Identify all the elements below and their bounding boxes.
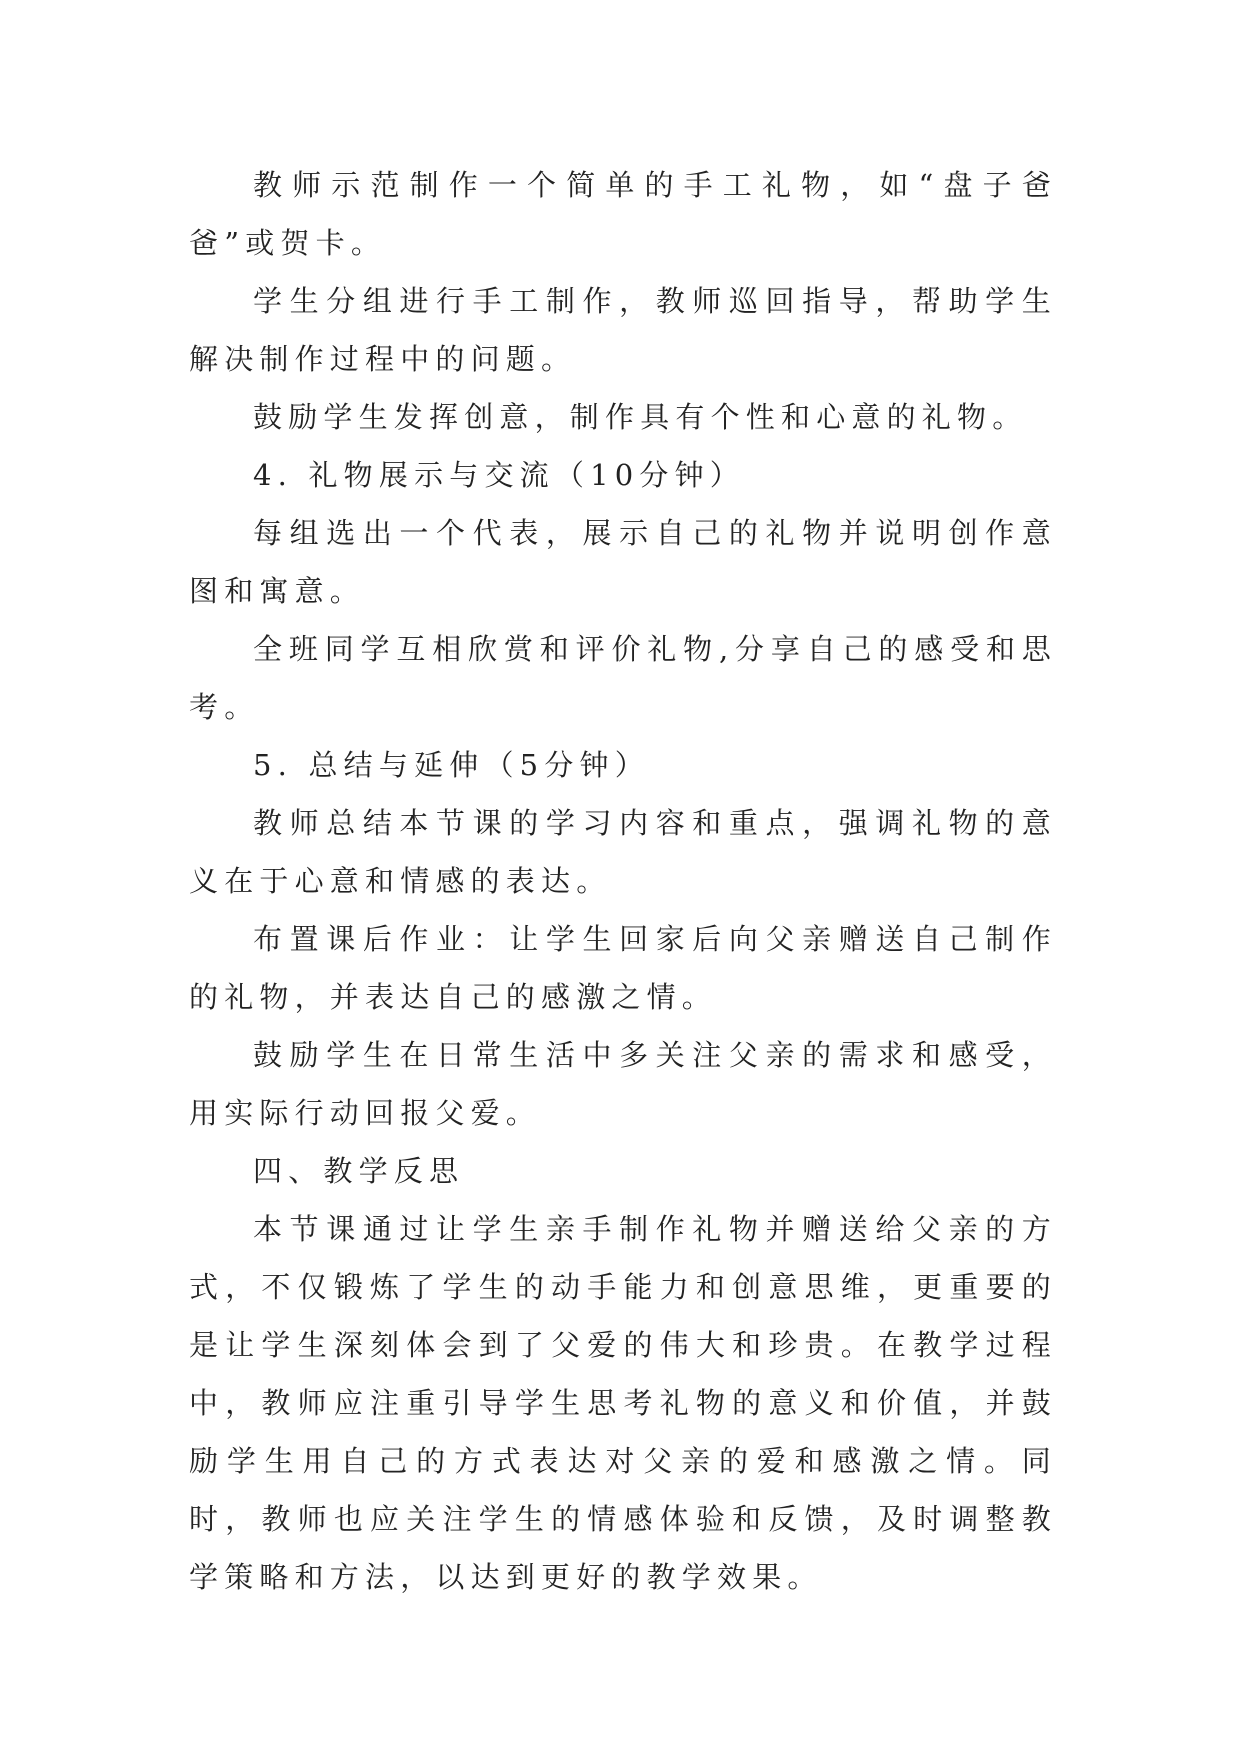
- section-heading-summary: 5. 总结与延伸（5分钟）: [253, 748, 650, 782]
- paragraph-teacher-summary: 教师总结本节课的学习内容和重点，强调礼物的意义在于心意和情感的表达。: [189, 806, 1057, 898]
- paragraph-encourage-creativity: 鼓励学生发挥创意，制作具有个性和心意的礼物。: [253, 400, 1028, 434]
- paragraph-class-appreciation: 全班同学互相欣赏和评价礼物,分享自己的感受和思考。: [189, 632, 1057, 724]
- paragraph-group-representative: 每组选出一个代表，展示自己的礼物并说明创作意图和寓意。: [189, 516, 1057, 608]
- paragraph-group-work: 学生分组进行手工制作，教师巡回指导，帮助学生解决制作过程中的问题。: [189, 284, 1057, 376]
- section-heading-gift-display: 4. 礼物展示与交流（10分钟）: [253, 458, 745, 492]
- document-page: [189, 156, 1057, 1606]
- paragraph-teacher-demo: 教师示范制作一个简单的手工礼物，如“盘子爸爸”或贺卡。: [189, 168, 1057, 260]
- section-heading-reflection: 四、教学反思: [253, 1154, 465, 1188]
- paragraph-reflection-body: 本节课通过让学生亲手制作礼物并赠送给父亲的方式，不仅锻炼了学生的动手能力和创意思维，更重要的是让学生深刻体会到了父爱的伟大和珍贵。在教学过程中，教师应注重引导学生思考礼物的意义和价值，并鼓励学生用自己的方式表达对父亲的爱和感激之情。同时，教师也应关注学生的情感体验和反馈，及时调整教学策略和方法，以达到更好的教学效果。: [189, 1212, 1057, 1594]
- paragraph-daily-life: 鼓励学生在日常生活中多关注父亲的需求和感受，用实际行动回报父爱。: [189, 1038, 1057, 1130]
- paragraph-homework: 布置课后作业：让学生回家后向父亲赠送自己制作的礼物，并表达自己的感激之情。: [189, 922, 1057, 1014]
